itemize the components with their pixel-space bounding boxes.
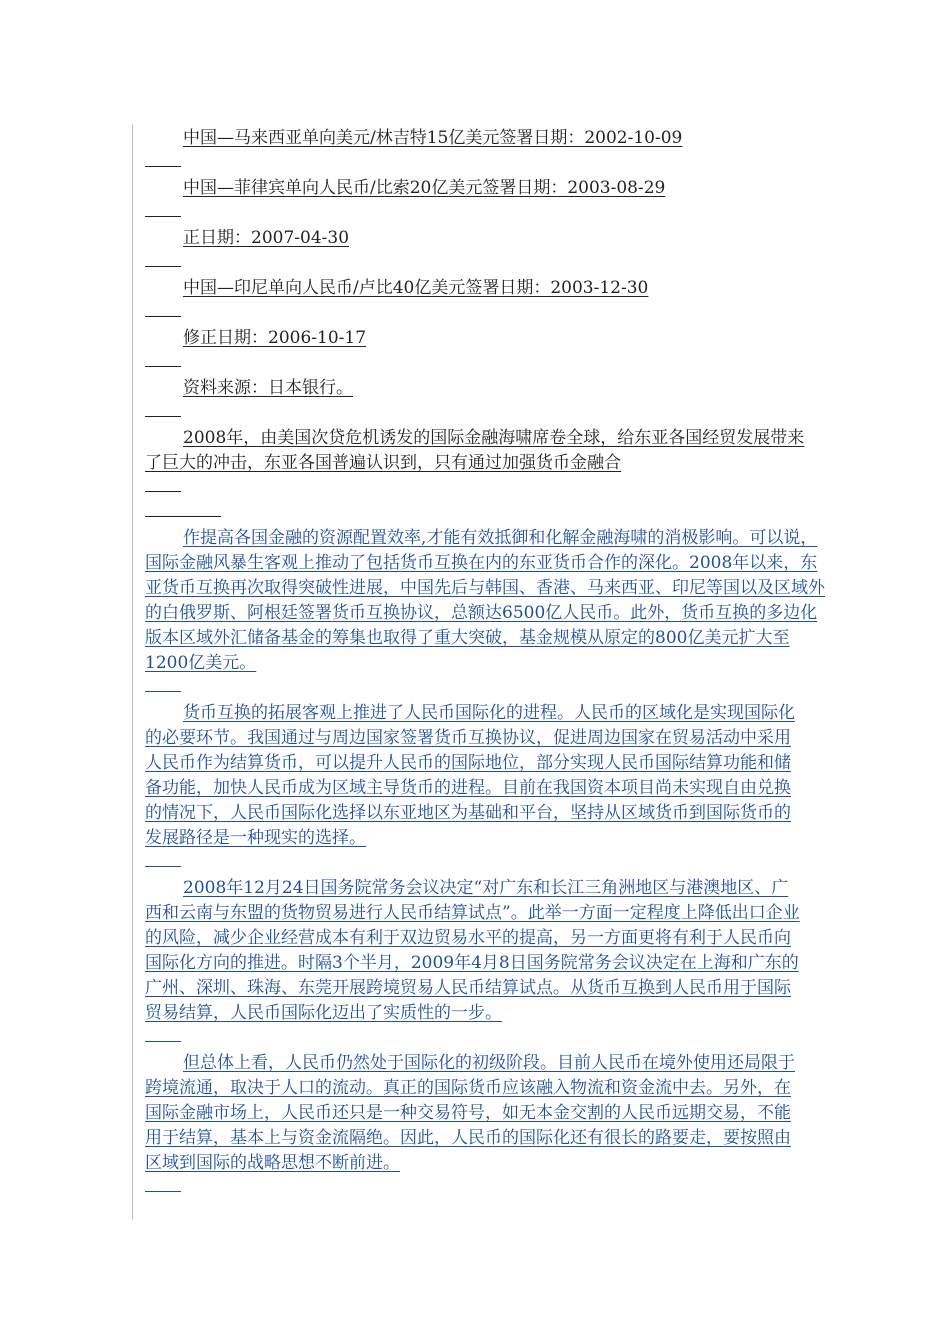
intro-paragraph: 2008年，由美国次贷危机诱发的国际金融海啸席卷全球，给东亚各国经贸发展带来了巨大的冲击，东亚各国普遍认识到，只有通过加强货币金融合 [145, 428, 805, 473]
empty-line-stub [145, 401, 835, 426]
swap-line-malaysia: 中国—马来西亚单向美元/林吉特15亿美元签署日期：2002-10-09 [183, 128, 683, 148]
source-line: 资料来源：日本银行。 [183, 378, 353, 398]
swap-line-philippines: 中国—菲律宾单向人民币/比索20亿美元签署日期：2003-08-29 [183, 178, 666, 198]
empty-line-stub [145, 351, 835, 376]
empty-line-stub [145, 1026, 835, 1051]
body-paragraph-1: 作提高各国金融的资源配置效率,才能有效抵御和化解金融海啸的消极影响。可以说，国际金融风暴生客观上推动了包括货币互换在内的东亚货币合作的深化。2008年以来，东亚货币互换再次取得突破性进展，中国先后与韩国、香港、马来西亚、印尼等国以及区域外的白俄罗斯、阿根廷签署货币互换协议，总额达6500亿人民币。此外，货币互换的多边化版本区域外汇储备基金的筹集也取得了重大突破，基金规模从原定的800亿美元扩大至1200亿美元。 [145, 528, 825, 673]
empty-line-stub [145, 851, 835, 876]
body-paragraph-2: 货币互换的拓展客观上推进了人民币国际化的进程。人民币的区域化是实现国际化的必要环节。我国通过与周边国家签署货币互换协议，促进周边国家在贸易活动中采用人民币作为结算货币，可以提升人民币的国际地位，部分实现人民币国际结算功能和储备功能，加快人民币成为区域主导货币的进程。目前在我国资本项目尚未实现自由兑换的情况下，人民币国际化选择以东亚地区为基础和平台，坚持从区域货币到国际货币的发展路径是一种现实的选择。 [145, 703, 795, 848]
revision-date-line-2: 修正日期：2006-10-17 [183, 328, 367, 348]
empty-line-stub [145, 301, 835, 326]
body-paragraph-3: 2008年12月24日国务院常务会议决定“对广东和长江三角洲地区与港澳地区、广西和云南与东盟的货物贸易进行人民币结算试点”。此举一方面一定程度上降低出口企业的风险，减少企业经营成本有利于双边贸易水平的提高，另一方面更将有利于人民币向国际化方向的推进。时隔3个半月，2009年4月8日国务院常务会议决定在上海和广东的广州、深圳、珠海、东莞开展跨境贸易人民币结算试点。从货币互换到人民币用于国际贸易结算，人民币国际化迈出了实质性的一步。 [145, 878, 800, 1023]
revision-date-line: 正日期：2007-04-30 [183, 228, 350, 248]
empty-line-stub [145, 1176, 835, 1201]
empty-line-stub [145, 676, 835, 701]
swap-line-indonesia: 中国—印尼单向人民币/卢比40亿美元签署日期：2003-12-30 [183, 278, 649, 298]
empty-line-stub [145, 151, 835, 176]
empty-line-stub [145, 476, 835, 501]
empty-line-stub [145, 251, 835, 276]
empty-line-stub-wide [145, 501, 835, 526]
body-paragraph-4: 但总体上看，人民币仍然处于国际化的初级阶段。目前人民币在境外使用还局限于跨境流通，取决于人口的流动。真正的国际货币应该融入物流和资金流中去。另外，在国际金融市场上，人民币还只是一种交易符号，如无本金交割的人民币远期交易，不能用于结算，基本上与资金流隔绝。因此，人民币的国际化还有很长的路要走，要按照由区域到国际的战略思想不断前进。 [145, 1053, 795, 1173]
page-margin-line [132, 124, 133, 1220]
document-body [145, 126, 835, 1201]
empty-line-stub [145, 201, 835, 226]
